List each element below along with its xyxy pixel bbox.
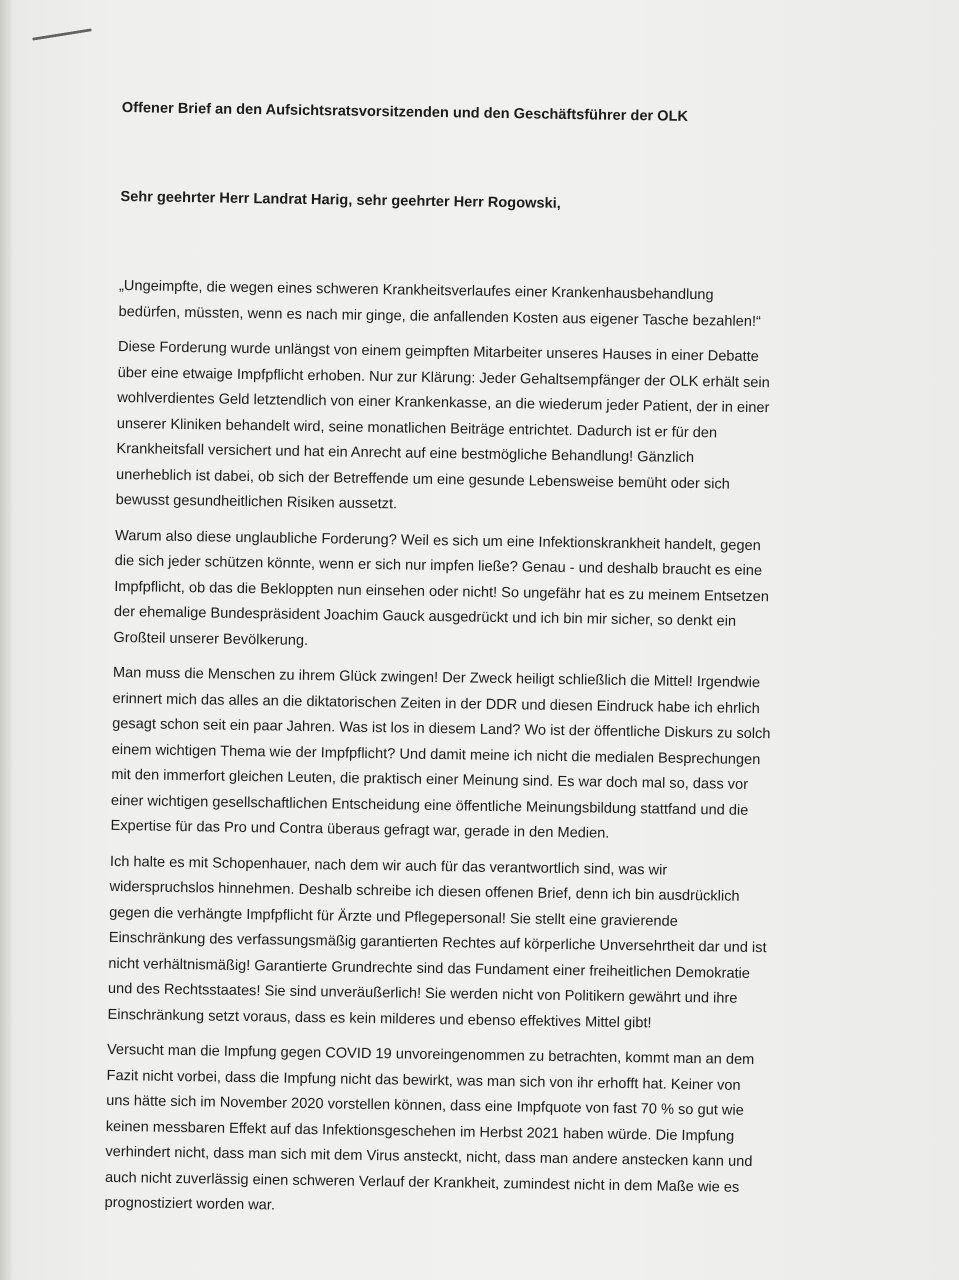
text-line: Diese Forderung wurde unlängst von einem geimpften Mitarbeiter unseres Hauses in einer Debatte [117, 338, 759, 366]
letter-body [104, 96, 882, 1228]
page-edge-shadow [0, 0, 14, 1280]
text-line: die sich jeder schützen könnte, wenn er sich nur impfen ließe? Genau - und deshalb braucht es eine [114, 552, 763, 580]
text-line: prognostiziert worden war. [104, 1194, 276, 1214]
text-line: einem wichtigen Thema wie der Impfpflicht? Und damit meine ich nicht die medialen Besprechungen [111, 741, 761, 768]
text-line: auch nicht zuverlässig einen schweren Verlauf der Krankheit, zumindest nicht in dem Maße wie es [104, 1169, 740, 1196]
text-line: bewusst gesundheitlichen Risiken aussetzt. [115, 491, 398, 513]
text-line: Expertise für das Pro und Contra überaus gefragt war, gerade in den Medien. [110, 817, 610, 842]
pen-mark [32, 28, 92, 40]
text-line: einer wichtigen gesellschaftlichen Entscheidung eine öffentliche Meinungsbildung stattfand und die [110, 792, 749, 819]
text-line: erinnert mich das alles an die diktatorischen Zeiten in der DDR und diesen Eindruck habe ich ehrlich [112, 690, 760, 717]
text-line: Einschränkung setzt voraus, dass es kein milderes und ebenso effektives Mittel gibt! [107, 1006, 652, 1031]
text-line: Impfpflicht, ob das die Bekloppten nun einsehen oder nicht! So ungefähr hat es zu meinem Entsetzen [114, 578, 770, 605]
text-line: nicht verhältnismäßig! Garantierte Grundrechte sind das Fundament einer freiheitlichen Demokratie [108, 955, 751, 982]
text-line: keinen messbaren Effekt auf das Infektionsgeschehen im Herbst 2021 haben würde. Die Impfung [105, 1118, 735, 1145]
text-line: unerheblich ist dabei, ob sich der Betreffende um eine gesunde Lebensweise bemüht oder sich [115, 466, 730, 493]
text-line: über eine etwaige Impfpflicht erhoben. Nur zur Klärung: Jeder Gehaltsempfänger der OLK erhält sein [117, 364, 770, 391]
paragraph-1 [115, 335, 878, 525]
text-line: mit den immerfort gleichen Leuten, die praktisch einer Meinung sind. Es war doch mal so, dass vor [111, 766, 749, 793]
text-line: gegen die verhängte Impfpflicht für Ärzte und Pflegepersonal! Sie stellt eine gravierende [109, 904, 678, 930]
quote-line: „Ungeimpfte, die wegen eines schweren Krankheitsverlaufes einer Krankenhausbehandlung [118, 277, 714, 304]
text-line: wohlverdientes Geld letztendlich von einer Krankenkasse, an die wiederum jeder Patient, der in einer [117, 389, 770, 417]
paragraph-2 [113, 523, 875, 662]
text-line: Man muss die Menschen zu ihrem Glück zwingen! Der Zweck heiligt schließlich die Mittel! Irgendwie [112, 664, 761, 692]
text-line: Krankheitsfall versichert und hat ein Anrecht auf eine bestmögliche Behandlung! Gänzlich [116, 440, 695, 467]
paragraph-4 [107, 849, 870, 1039]
text-line: widerspruchslos hinnehmen. Deshalb schreibe ich diesen offenen Brief, denn ich bin ausdrücklich [109, 878, 740, 905]
text-line: und des Rechtsstaates! Sie sind unveräußerlich! Sie werden nicht von Politikern gewährt und ihre [107, 980, 738, 1007]
text-line: Warum also diese unglaubliche Forderung? Weil es sich um eine Infektionskrankheit handelt, gegen [114, 527, 761, 554]
quote-line: bedürfen, müssten, wenn es nach mir ginge, die anfallenden Kosten aus eigener Tasche bezahlen!“ [118, 303, 761, 330]
text-line: Ich halte es mit Schopenhauer, nach dem wir auch für das verantwortlich sind, was wir [109, 853, 668, 879]
text-line: unserer Kliniken behandelt wird, seine monatlichen Beiträge entrichtet. Dadurch ist er für den [116, 415, 718, 441]
text-line: der ehemalige Bundespräsident Joachim Gauck ausgedrückt und ich bin mir sicher, so denkt ein [113, 603, 737, 630]
text-line: Versucht man die Impfung gegen COVID 19 unvoreingenommen zu betrachten, kommt man an dem [106, 1041, 755, 1069]
text-line: Fazit nicht vorbei, dass die Impfung nicht das bewirkt, was man sich von ihr erhofft hat. Keiner von [106, 1067, 741, 1094]
quote-paragraph [118, 274, 879, 337]
paragraph-3 [110, 661, 873, 851]
text-line: Großteil unserer Bevölkerung. [113, 629, 309, 649]
text-line: uns hätte sich im November 2020 vorstellen können, dass eine Impfquote von fast 70 % so gut wie [106, 1092, 744, 1119]
letter-salutation: Sehr geehrter Herr Landrat Harig, sehr geehrter Herr Rogowski, [120, 188, 561, 212]
paragraph-5 [104, 1038, 867, 1228]
text-line: Einschränkung des verfassungsmäßig garantierten Rechtes auf körperliche Unversehrtheit dar und ist [108, 929, 767, 957]
letter-title: Offener Brief an den Aufsichtsratsvorsitzenden und den Geschäftsführer der OLK [121, 99, 689, 125]
text-line: gesagt schon seit ein paar Jahren. Was ist los in diesem Land? Wo ist der öffentliche Diskurs zu solch [112, 715, 771, 743]
text-line: verhindert nicht, dass man sich mit dem Virus ansteckt, nicht, dass man andere anstecken kann und [105, 1143, 753, 1171]
